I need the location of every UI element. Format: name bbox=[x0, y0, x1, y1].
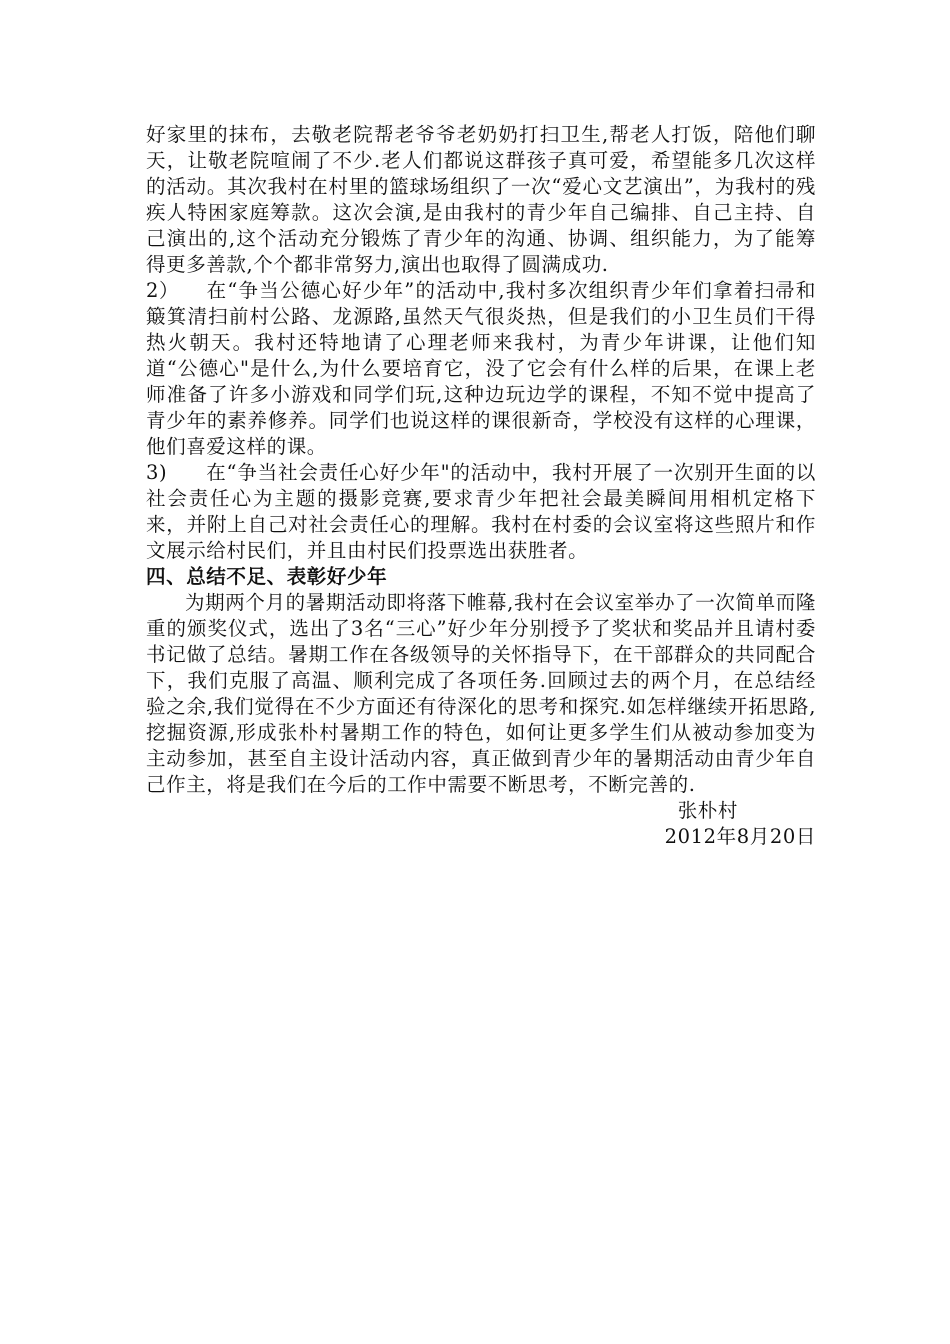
signature-name: 张朴村 bbox=[677, 799, 738, 822]
section-heading: 四、总结不足、表彰好少年 bbox=[146, 565, 388, 588]
intro-paragraph: 好家里的抹布，去敬老院帮老爷爷老奶奶打扫卫生,帮老人打饭，陪他们聊天，让敬老院喧闹了不少.老人们都说这群孩子真可爱，希望能多几次这样的活动。其次我村在村里的篮球场组织了一次“爱心文艺演出”，为我村的残疾人特困家庭筹款。这次会演,是由我村的青少年自己编排、自己主持、自己演出的,这个活动充分锻炼了青少年的沟通、协调、组织能力，为了能筹得更多善款,个个都非常努力,演出也取得了圆满成功. bbox=[146, 123, 816, 276]
signature-date: 2012年8月20日 bbox=[664, 825, 816, 848]
list-item-number: 3) bbox=[146, 461, 168, 484]
closing-paragraph: 为期两个月的暑期活动即将落下帷幕,我村在会议室举办了一次简单而隆重的颁奖仪式，选出了3名“三心”好少年分别授予了奖状和奖品并且请村委书记做了总结。暑期工作在各级领导的关怀指导下，在干部群众的共同配合下，我们克服了高温、顺利完成了各项任务.回顾过去的两个月，在总结经验之余,我们觉得在不少方面还有待深化的思考和探究.如怎样继续开拓思路,挖掘资源,形成张朴村暑期工作的特色，如何让更多学生们从被动参加变为主动参加，甚至自主设计活动内容，真正做到青少年的暑期活动由青少年自己作主，将是我们在今后的工作中需要不断思考，不断完善的. bbox=[146, 591, 816, 796]
list-item-number: 2） bbox=[146, 279, 180, 302]
list-item-text: 在“争当社会责任心好少年"的活动中，我村开展了一次别开生面的以社会责任心为主题的摄影竞赛,要求青少年把社会最美瞬间用相机定格下来，并附上自己对社会责任心的理解。我村在村委的会议室将这些照片和作文展示给村民们，并且由村民们投票选出获胜者。 bbox=[146, 461, 816, 562]
document-body bbox=[146, 122, 816, 850]
list-item-2 bbox=[146, 278, 816, 460]
list-item-text: 在“争当公德心好少年”的活动中,我村多次组织青少年们拿着扫帚和簸箕清扫前村公路、龙源路,虽然天气很炎热，但是我们的小卫生员们干得热火朝天。我村还特地请了心理老师来我村，为青少年讲课，让他们知道“公德心"是什么,为什么要培育它，没了它会有什么样的后果，在课上老师准备了许多小游戏和同学们玩,这种边玩边学的课程，不知不觉中提高了青少年的素养修养。同学们也说这样的课很新奇，学校没有这样的心理课，他们喜爱这样的课。 bbox=[146, 279, 816, 458]
list-item-3 bbox=[146, 460, 816, 564]
